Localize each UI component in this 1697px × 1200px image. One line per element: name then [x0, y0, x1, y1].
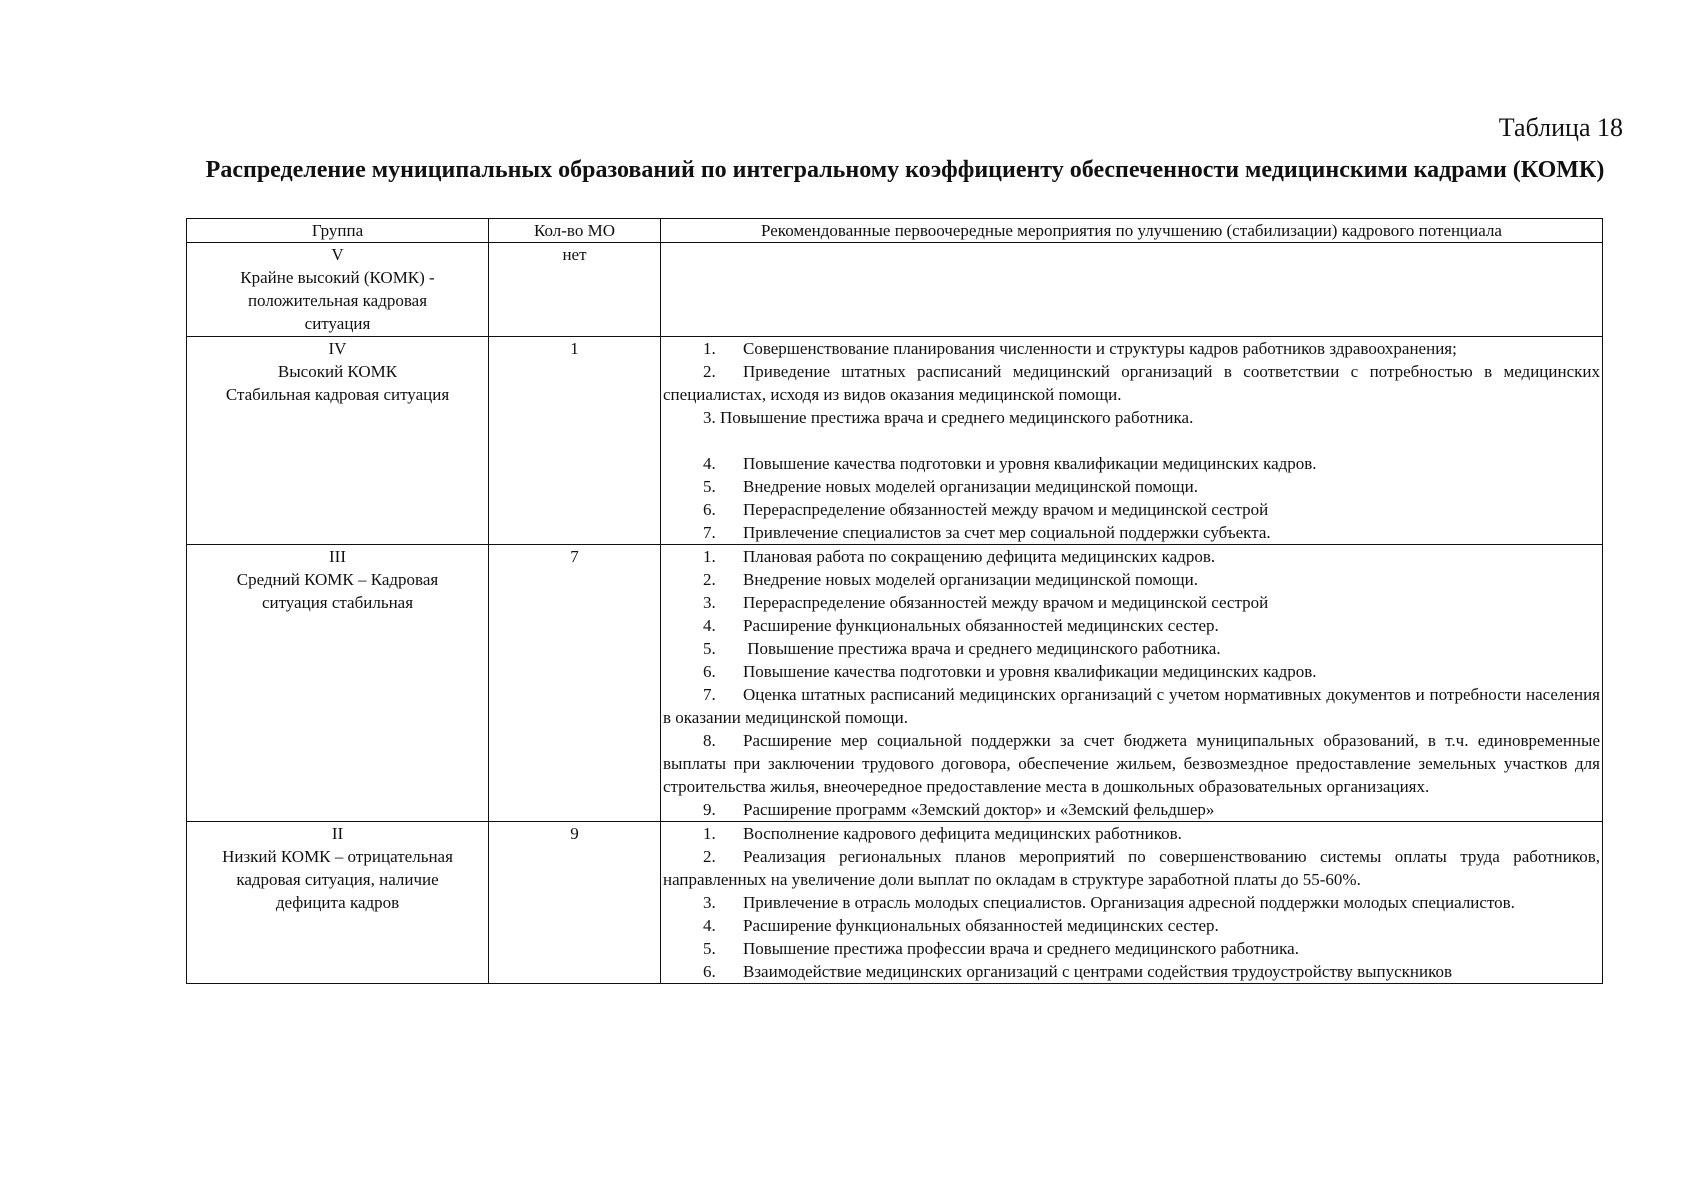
document-title: Распределение муниципальных образований по интегральному коэффициенту обеспеченности медицинскими кадрами (КОМК) — [205, 157, 1605, 183]
group-desc-line: Крайне высокий (КОМК) - — [240, 268, 435, 287]
measure-item: 1. Плановая работа по сокращению дефицита медицинских кадров. — [703, 547, 1216, 566]
measures-cell — [661, 822, 1603, 984]
group-cell — [187, 545, 489, 822]
measure-item: 7. Оценка штатных расписаний медицинских организаций с учетом нормативных документов и потребности населения в оказании медицинской помощи. — [663, 685, 1600, 727]
measures-cell — [661, 243, 1603, 337]
mo-count: 9 — [489, 822, 661, 984]
measure-item: 3. Привлечение в отрасль молодых специалистов. Организация адресной поддержки молодых специалистов. — [703, 893, 1515, 912]
measure-item: 6. Перераспределение обязанностей между врачом и медицинской сестрой — [703, 500, 1269, 519]
group-desc-line: Низкий КОМК – отрицательная — [222, 847, 453, 866]
group-desc-line: Средний КОМК – Кадровая — [236, 570, 439, 589]
measure-item: 2. Внедрение новых моделей организации медицинской помощи. — [703, 570, 1198, 589]
table-row-group-v — [187, 243, 1603, 337]
measure-item: 3. Повышение престижа врача и среднего медицинского работника. — [703, 408, 1194, 427]
table-row-group-ii — [187, 822, 1603, 984]
header-group: Группа — [187, 219, 489, 243]
mo-count: 1 — [489, 337, 661, 545]
table-header-row — [187, 219, 1603, 243]
mo-count: 7 — [489, 545, 661, 822]
group-desc-line: дефицита кадров — [275, 893, 400, 912]
measure-item: 8. Расширение мер социальной поддержки за счет бюджета муниципальных образований, в т.ч. единовременные выплаты при заключении трудового договора, обеспечение жильем, безвозмездное предоставление земельных участков для строительства жилья, внеочередное предоставление места в дошкольных образовательных организациях. — [663, 731, 1600, 796]
group-desc-line: кадровая ситуация, наличие — [236, 870, 439, 889]
measure-item: 4. Расширение функциональных обязанностей медицинских сестер. — [703, 616, 1219, 635]
group-desc-line: ситуация — [304, 314, 371, 333]
group-roman: IV — [328, 339, 347, 358]
measures-cell — [661, 337, 1603, 545]
measure-item: 5. Внедрение новых моделей организации медицинской помощи. — [703, 477, 1198, 496]
measure-item: 4. Расширение функциональных обязанностей медицинских сестер. — [703, 916, 1219, 935]
group-cell — [187, 243, 489, 337]
header-count: Кол-во МО — [489, 219, 661, 243]
group-desc-line: ситуация стабильная — [261, 593, 414, 612]
group-desc-line: Высокий КОМК — [277, 362, 398, 381]
group-roman: II — [331, 824, 344, 843]
group-roman: III — [329, 547, 346, 566]
measure-item: 1. Восполнение кадрового дефицита медицинских работников. — [703, 824, 1182, 843]
measure-item: 9. Расширение программ «Земский доктор» и «Земский фельдшер» — [703, 800, 1215, 819]
table-row-group-iii — [187, 545, 1603, 822]
group-cell — [187, 822, 489, 984]
measure-item: 6. Повышение качества подготовки и уровня квалификации медицинских кадров. — [703, 662, 1317, 681]
measure-item: 1. Совершенствование планирования численности и структуры кадров работников здравоохранения; — [703, 339, 1457, 358]
mo-count: нет — [489, 243, 661, 337]
measure-item: 2. Реализация региональных планов мероприятий по совершенствованию системы оплаты труда работников, направленных на увеличение доли выплат по окладам в структуре заработной платы до 55-60%. — [663, 847, 1600, 889]
group-desc-line: Стабильная кадровая ситуация — [225, 385, 450, 404]
group-desc-line: положительная кадровая — [247, 291, 428, 310]
measure-item: 6. Взаимодействие медицинских организаций с центрами содействия трудоустройству выпускников — [703, 962, 1453, 981]
group-cell — [187, 337, 489, 545]
measure-item: 5. Повышение престижа врача и среднего медицинского работника. — [703, 639, 1221, 658]
measure-item: 5. Повышение престижа профессии врача и среднего медицинского работника. — [703, 939, 1299, 958]
measures-cell — [661, 545, 1603, 822]
table-row-group-iv — [187, 337, 1603, 545]
measure-item: 3. Перераспределение обязанностей между врачом и медицинской сестрой — [703, 593, 1269, 612]
komk-distribution-table — [186, 218, 1603, 984]
header-measures: Рекомендованные первоочередные мероприятия по улучшению (стабилизации) кадрового потенциала — [661, 219, 1603, 243]
measure-item: 7. Привлечение специалистов за счет мер социальной поддержки субъекта. — [703, 523, 1271, 542]
table-number: Таблица 18 — [1498, 113, 1623, 142]
measure-item: 4. Повышение качества подготовки и уровня квалификации медицинских кадров. — [703, 454, 1317, 473]
group-roman: V — [331, 245, 344, 264]
measure-item: 2. Приведение штатных расписаний медицинский организаций в соответствии с потребностью в медицинских специалистах, исходя из видов оказания медицинской помощи. — [663, 362, 1600, 404]
